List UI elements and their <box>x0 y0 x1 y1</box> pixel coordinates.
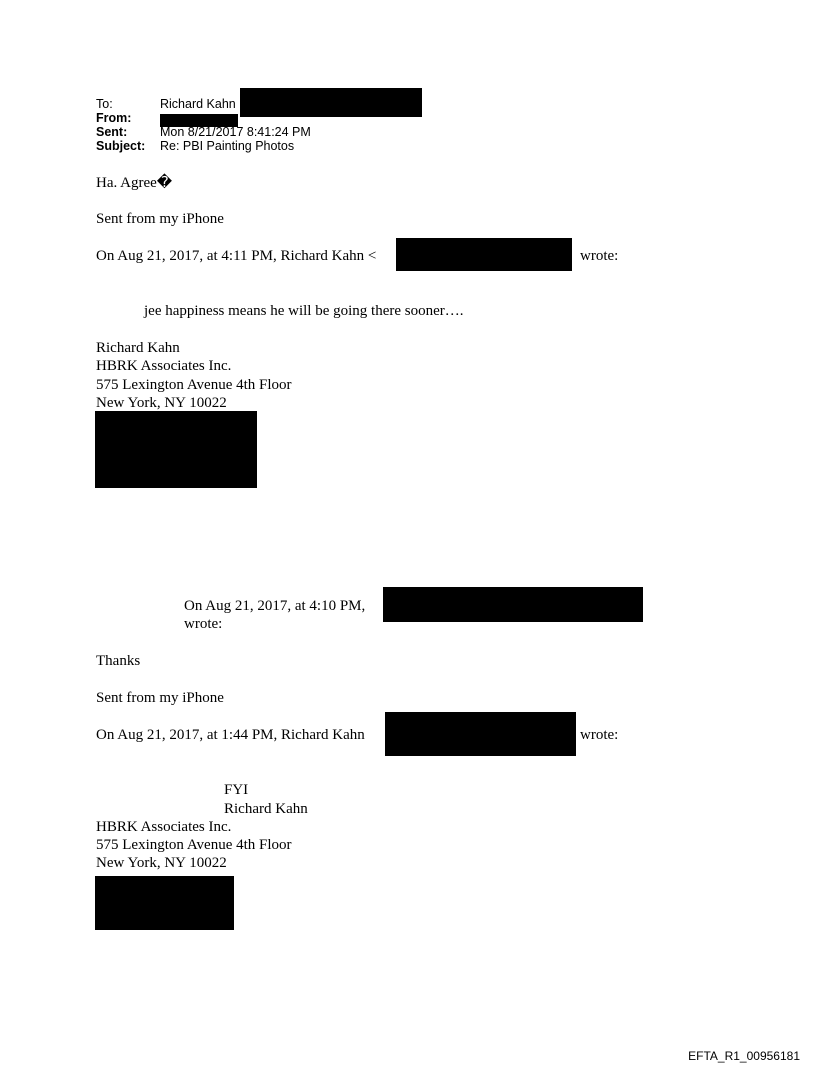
sig-name: Richard Kahn <box>96 340 180 356</box>
from-label: From: <box>96 111 132 125</box>
redaction-to <box>240 88 422 117</box>
quote3-wrote: wrote: <box>580 727 619 743</box>
to-value: Richard Kahn <box>160 97 236 111</box>
thanks-text: Thanks <box>96 653 141 669</box>
redaction-signature-2 <box>95 876 234 930</box>
sent-value: Mon 8/21/2017 8:41:24 PM <box>160 125 311 139</box>
sig-city: New York, NY 10022 <box>96 395 227 411</box>
sent-from-iphone-2: Sent from my iPhone <box>96 690 224 706</box>
sent-from-iphone-1: Sent from my iPhone <box>96 211 224 227</box>
sig2-company: HBRK Associates Inc. <box>96 819 232 835</box>
document-id: EFTA_R1_00956181 <box>688 1049 800 1063</box>
to-label: To: <box>96 97 113 111</box>
quote2-wrote: wrote: <box>184 616 223 632</box>
sig-company: HBRK Associates Inc. <box>96 358 232 374</box>
sig2-city: New York, NY 10022 <box>96 855 227 871</box>
subject-label: Subject: <box>96 139 146 153</box>
sig2-name: Richard Kahn <box>224 801 308 817</box>
redaction-sender-2 <box>383 587 643 622</box>
redaction-email-1 <box>396 238 572 271</box>
quote1-intro: On Aug 21, 2017, at 4:11 PM, Richard Kahn < <box>96 248 377 264</box>
quote2-intro: On Aug 21, 2017, at 4:10 PM, <box>184 598 366 614</box>
quote3-intro: On Aug 21, 2017, at 1:44 PM, Richard Kahn <box>96 727 365 743</box>
sig2-address: 575 Lexington Avenue 4th Floor <box>96 837 292 853</box>
sent-label: Sent: <box>96 125 128 139</box>
quote1-wrote: wrote: <box>580 248 619 264</box>
reply-text: Ha. Agree� <box>96 175 173 191</box>
fyi-text: FYI <box>224 782 249 798</box>
redaction-email-3 <box>385 712 576 756</box>
subject-value: Re: PBI Painting Photos <box>160 139 295 153</box>
quote1-text: jee happiness means he will be going there sooner…. <box>144 303 464 319</box>
redaction-signature-1 <box>95 411 257 488</box>
sig-address: 575 Lexington Avenue 4th Floor <box>96 377 292 393</box>
